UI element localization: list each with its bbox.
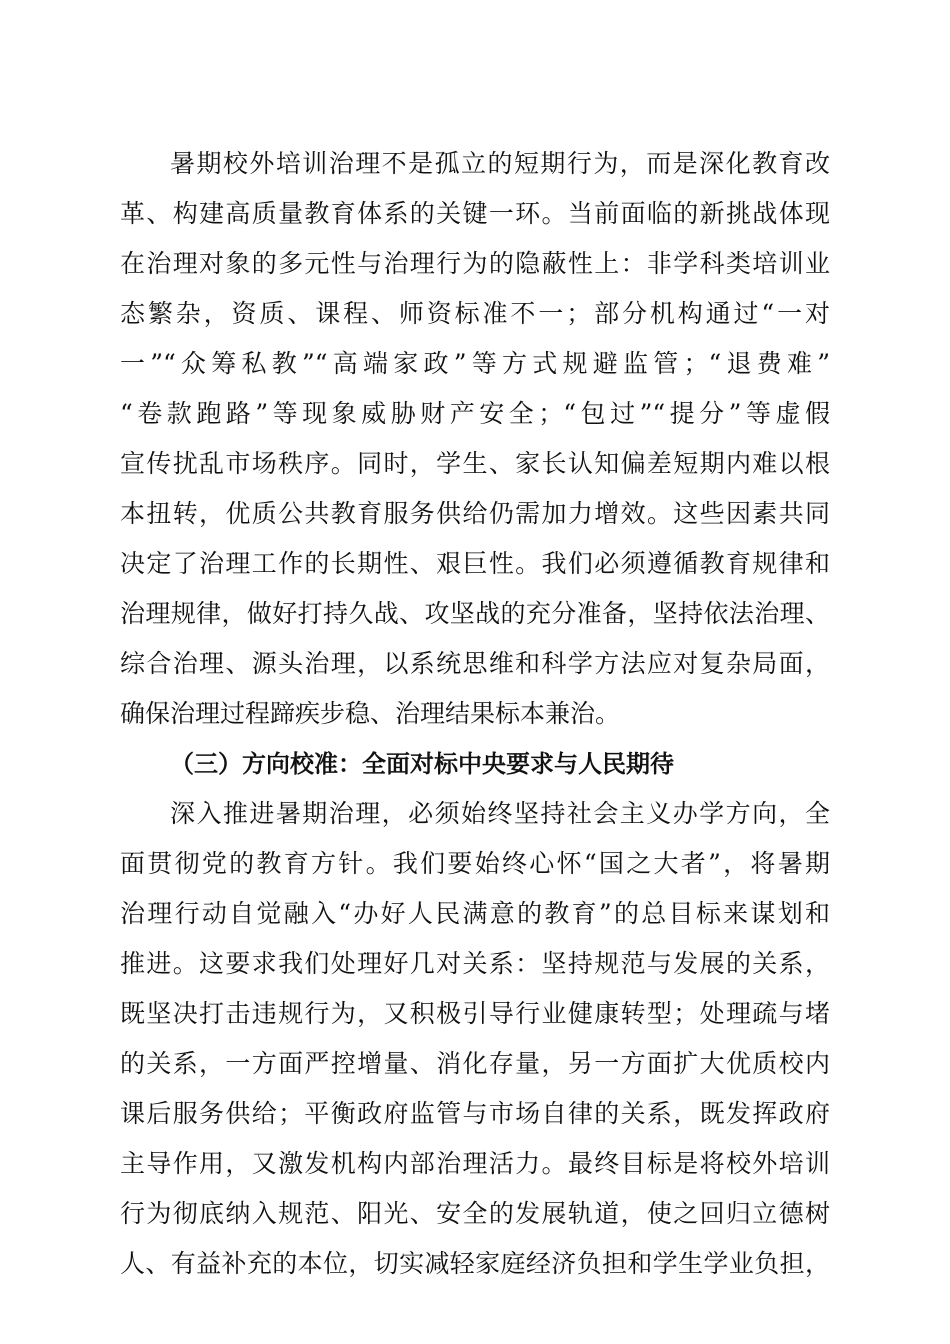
paragraph-line: 宣传扰乱市场秩序。同时，学生、家长认知偏差短期内难以根 [120,449,830,478]
paragraph-line: 课后服务供给；平衡政府监管与市场自律的关系，既发挥政府 [120,1099,830,1128]
paragraph-line: 在治理对象的多元性与治理行为的隐蔽性上：非学科类培训业 [120,249,830,278]
paragraph-line: 既坚决打击违规行为，又积极引导行业健康转型；处理疏与堵 [120,999,830,1028]
paragraph-line: 确保治理过程蹄疾步稳、治理结果标本兼治。 [120,699,621,728]
paragraph-line: “卷款跑路”等现象威胁财产安全；“包过”“提分”等虚假 [120,399,830,428]
paragraph-line: 人、有益补充的本位，切实减轻家庭经济负担和学生学业负担， [120,1249,830,1278]
paragraph-line: 行为彻底纳入规范、阳光、安全的发展轨道，使之回归立德树 [120,1199,830,1228]
paragraph-line: 本扭转，优质公共教育服务供给仍需加力增效。这些因素共同 [120,499,830,528]
paragraph-1 [120,142,830,736]
paragraph-line: 主导作用，又激发机构内部治理活力。最终目标是将校外培训 [120,1149,830,1178]
document-body [120,142,830,1292]
paragraph-line: 治理规律，做好打持久战、攻坚战的充分准备，坚持依法治理、 [120,599,830,628]
paragraph-line: 决定了治理工作的长期性、艰巨性。我们必须遵循教育规律和 [120,549,830,578]
paragraph-line: 综合治理、源头治理，以系统思维和科学方法应对复杂局面， [120,649,830,678]
paragraph-line: 推进。这要求我们处理好几对关系：坚持规范与发展的关系， [120,949,830,978]
section-heading: （三）方向校准：全面对标中央要求与人民期待 [170,750,674,778]
paragraph-line: 一”“众筹私教”“高端家政”等方式规避监管；“退费难” [120,349,830,378]
paragraph-line: 态繁杂，资质、课程、师资标准不一；部分机构通过“一对 [120,299,830,328]
paragraph-line: 暑期校外培训治理不是孤立的短期行为，而是深化教育改 [170,149,830,178]
paragraph-line: 革、构建高质量教育体系的关键一环。当前面临的新挑战体现 [120,199,830,228]
paragraph-line: 的关系，一方面严控增量、消化存量，另一方面扩大优质校内 [120,1049,830,1078]
paragraph-2 [120,792,830,1286]
paragraph-line: 治理行动自觉融入“办好人民满意的教育”的总目标来谋划和 [120,899,830,928]
paragraph-line: 深入推进暑期治理，必须始终坚持社会主义办学方向，全 [170,799,830,828]
paragraph-line: 面贯彻党的教育方针。我们要始终心怀“国之大者”，将暑期 [120,849,830,878]
